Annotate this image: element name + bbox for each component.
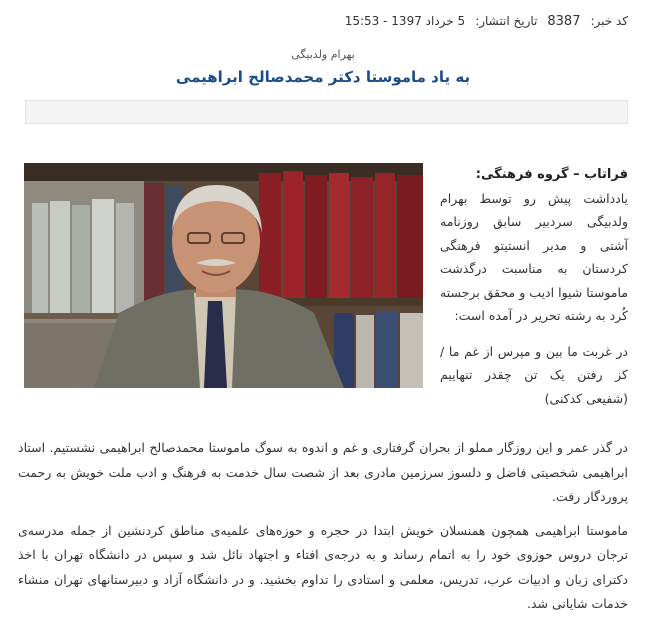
news-code-value: 8387 xyxy=(547,14,581,29)
publish-date-label: تاریخ انتشار: xyxy=(475,14,538,28)
publish-date-value: 5 خرداد 1397 - 15:53 xyxy=(344,14,466,28)
lead-section xyxy=(440,163,628,410)
portrait-illustration xyxy=(24,163,423,388)
article-body xyxy=(18,436,628,626)
author-name: بهرام ولدبیگی xyxy=(291,48,355,61)
article-title[interactable]: به یاد ماموستا دکتر محمدصالح ابراهیمی xyxy=(175,68,471,86)
lead-kicker: فراتاب – گروه فرهنگی: xyxy=(475,167,628,182)
article-photo xyxy=(24,163,423,388)
news-code-label: کد خبر: xyxy=(590,14,628,28)
body-paragraph-1: در گذر عمر و این روزگار مملو از بحران گرفتاری و غم و اندوه به سوگ ماموستا محمدصالح ابراهیمی نشستیم. استاد ابراهیمی شخصیتی فاضل و دلسوز سرزمین مادری بعد از شصت سال خدمت به فرهنگ و ادب ملت خویش به رحمت پروردگار رفت. xyxy=(18,440,628,504)
lead-paragraph: یادداشت پیش رو توسط بهرام ولدبیگی سردبیر سابق روزنامه آشتی و مدیر انستیتو فرهنگی کردستان به مناسبت درگذشت ماموستا شیوا ادیب و محقق برجسته کُرد به رشته تحریر در آمده است: xyxy=(440,190,628,323)
body-paragraph-2: ماموستا ابراهیمی همچون همنسلان خویش ابتدا در حجره و حوزه‌های علمیه‌ی مناطق کردنشین از جمله مدرسه‌ی ترجان دروس حوزوی خود را به اتمام رساند و به درجه‌ی افتاء و اجتهاد نائل شد و سپس در دانشگاه تهران با اخذ دکترای زبان و ادبیات عرب، تدریس، معلمی و استادی را تداوم بخشید. و در دانشگاه آزاد و دبیرستانهای تهران منشاء خدمات شایانی شد. xyxy=(18,522,628,611)
poem-quote: در غربت ما بین و مپرس از غم ما / کز رفتن یک تن چقدر تنهاییم (شفیعی کدکنی) xyxy=(440,343,628,406)
divider-bar xyxy=(25,100,628,124)
article-meta xyxy=(10,14,628,34)
